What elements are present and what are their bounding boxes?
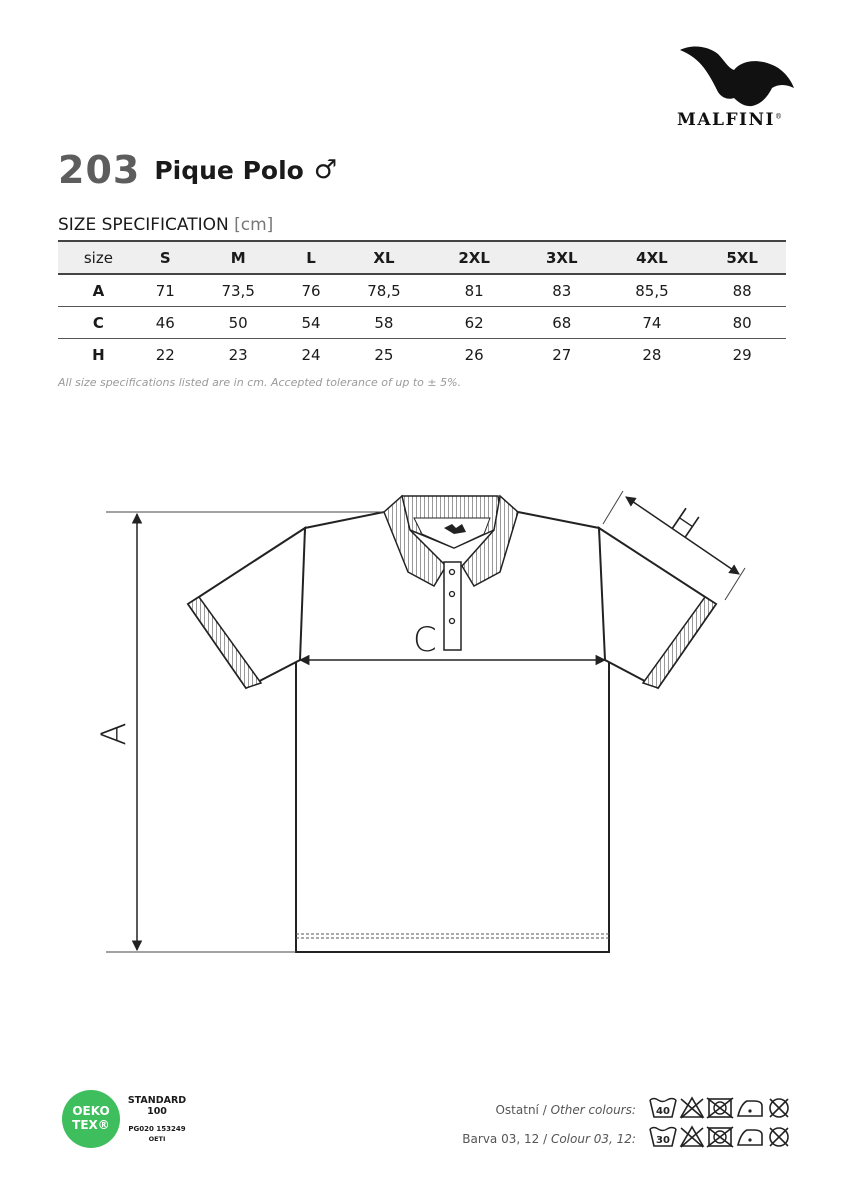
table-cell: 29 bbox=[732, 345, 752, 364]
no-bleach-icon bbox=[681, 1098, 703, 1118]
row-label: A bbox=[58, 274, 139, 307]
column-header: 4XL bbox=[606, 241, 699, 274]
row-label: H bbox=[92, 345, 105, 364]
row-label: C bbox=[58, 307, 139, 339]
oeko-tex-info bbox=[122, 1095, 192, 1144]
column-header: 5XL bbox=[698, 241, 786, 274]
polo-shirt-diagram bbox=[0, 420, 849, 1020]
table-row bbox=[58, 307, 786, 339]
standard-number: 100 bbox=[147, 1106, 167, 1117]
standard-label: STANDARD bbox=[127, 1095, 187, 1106]
table-row bbox=[58, 274, 786, 307]
table-cell: 27 bbox=[552, 345, 572, 364]
brand-name: MALFINI bbox=[677, 110, 775, 130]
care-instructions-other: Ostatní / Other colours: 40 bbox=[495, 1096, 799, 1122]
table-cell: 25 bbox=[374, 345, 394, 364]
polo-shirt-outline bbox=[0, 420, 849, 1020]
dimension-label-c: C bbox=[413, 620, 437, 660]
table-cell: 83 bbox=[518, 274, 606, 307]
oeko-line2: TEX® bbox=[72, 1118, 110, 1132]
table-cell: 81 bbox=[430, 274, 518, 307]
care-label-en: Colour 03, 12: bbox=[550, 1132, 636, 1146]
table-cell: 78,5 bbox=[338, 274, 431, 307]
table-cell: 71 bbox=[139, 274, 192, 307]
wash-tub-icon bbox=[650, 1128, 676, 1147]
oeko-line1: OEKO bbox=[72, 1104, 110, 1118]
column-header: size bbox=[58, 241, 139, 274]
wash-temperature: 30 bbox=[656, 1135, 670, 1146]
table-cell: 23 bbox=[228, 345, 248, 364]
column-header: S bbox=[139, 241, 192, 274]
wash-temperature: 40 bbox=[656, 1106, 670, 1117]
table-cell: 50 bbox=[192, 307, 285, 339]
table-cell: 54 bbox=[285, 307, 338, 339]
iron-low-icon bbox=[738, 1130, 762, 1145]
table-cell: 62 bbox=[430, 307, 518, 339]
care-label-en: Other colours: bbox=[550, 1103, 636, 1117]
size-specification-heading bbox=[58, 215, 273, 235]
certificate-institute: OETI bbox=[148, 1135, 166, 1143]
table-cell: 68 bbox=[518, 307, 606, 339]
no-dry-clean-icon bbox=[770, 1128, 788, 1146]
table-cell: 22 bbox=[155, 345, 175, 364]
male-icon: ♂ bbox=[313, 155, 338, 185]
table-cell: 46 bbox=[139, 307, 192, 339]
certificate-code: PG020 153249 bbox=[128, 1125, 186, 1133]
table-cell: 76 bbox=[285, 274, 338, 307]
column-header: L bbox=[285, 241, 338, 274]
oeko-tex-logo bbox=[62, 1090, 120, 1148]
iron-low-icon bbox=[738, 1101, 762, 1116]
dimension-label-h: H bbox=[663, 500, 707, 548]
tolerance-note: All size specifications listed are in cm. Accepted tolerance of up to ± 5%. bbox=[58, 376, 462, 389]
no-tumble-dry-icon bbox=[707, 1127, 733, 1147]
heading-text: SIZE SPECIFICATION bbox=[58, 215, 229, 235]
eagle-icon bbox=[678, 40, 796, 108]
table-row bbox=[58, 339, 786, 371]
brand-logo bbox=[672, 40, 802, 132]
table-cell: 80 bbox=[698, 307, 786, 339]
product-title bbox=[58, 148, 337, 192]
table-cell: 88 bbox=[698, 274, 786, 307]
product-name: Pique Polo bbox=[154, 155, 304, 185]
table-cell: 85,5 bbox=[606, 274, 699, 307]
heading-unit: [cm] bbox=[234, 215, 274, 235]
table-cell: 24 bbox=[301, 345, 321, 364]
registered-mark: ® bbox=[774, 112, 784, 121]
table-cell: 26 bbox=[464, 345, 484, 364]
care-instructions-colour: Barva 03, 12 / Colour 03, 12: 30 bbox=[462, 1125, 799, 1151]
column-header: M bbox=[192, 241, 285, 274]
table-header-row bbox=[58, 241, 786, 274]
product-code: 203 bbox=[58, 148, 141, 192]
table-cell: 58 bbox=[338, 307, 431, 339]
size-table bbox=[58, 240, 786, 370]
care-label-local: Barva 03, 12 bbox=[462, 1132, 540, 1146]
no-tumble-dry-icon bbox=[707, 1098, 733, 1118]
column-header: 2XL bbox=[430, 241, 518, 274]
column-header: 3XL bbox=[518, 241, 606, 274]
table-cell: 73,5 bbox=[192, 274, 285, 307]
no-bleach-icon bbox=[681, 1127, 703, 1147]
care-label-local: Ostatní bbox=[495, 1103, 539, 1117]
no-dry-clean-icon bbox=[770, 1099, 788, 1117]
table-cell: 28 bbox=[642, 345, 662, 364]
table-cell: 74 bbox=[606, 307, 699, 339]
wash-tub-icon bbox=[650, 1099, 676, 1118]
column-header: XL bbox=[338, 241, 431, 274]
dimension-label-a: A bbox=[94, 722, 135, 746]
